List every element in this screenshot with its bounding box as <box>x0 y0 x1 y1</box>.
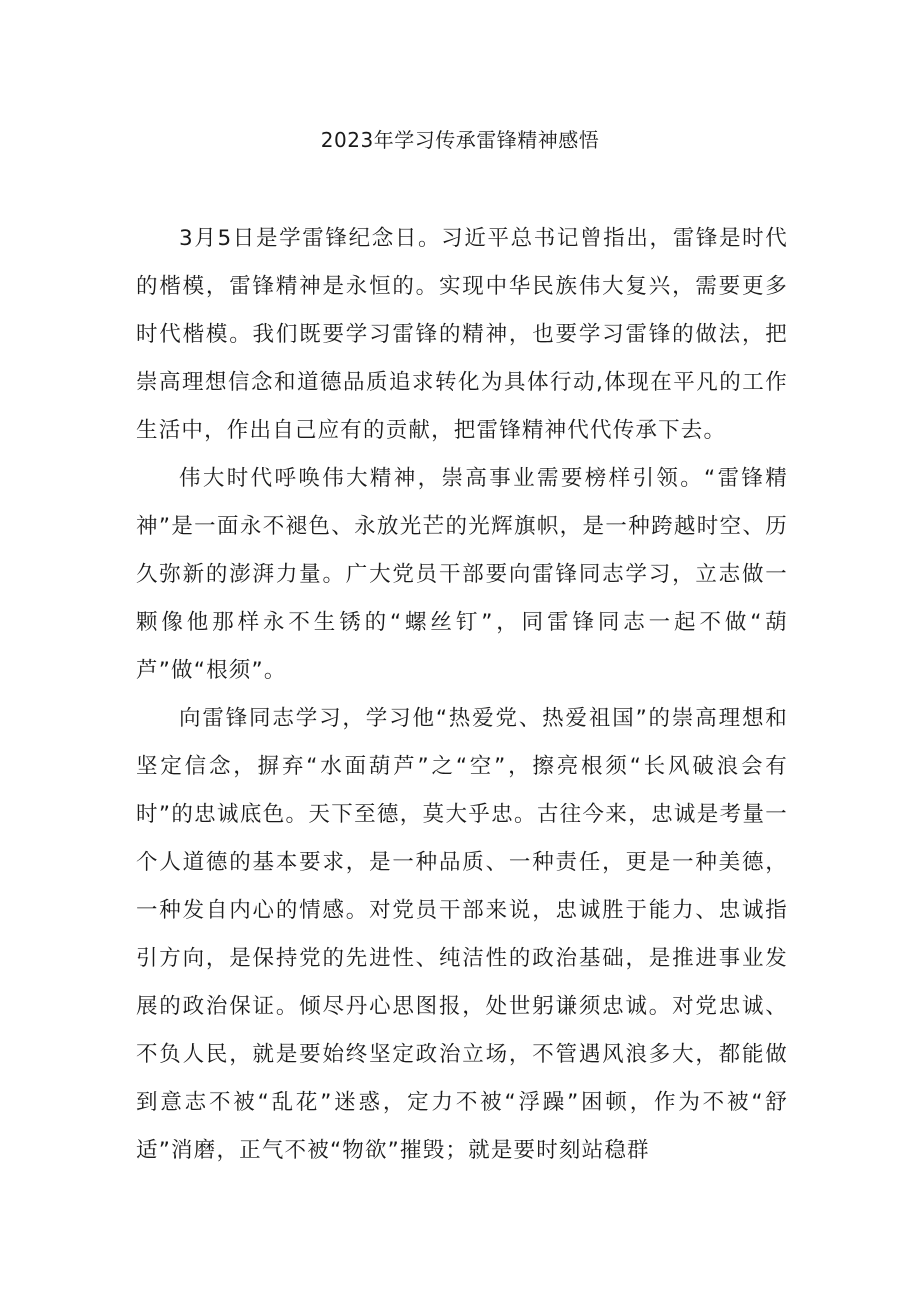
paragraph-3: 向雷锋同志学习，学习他“热爱党、热爱祖国”的崇高理想和坚定信念，摒弃“水面葫芦”之“空”，擦亮根须“长风破浪会有时”的忠诚底色。天下至德，莫大乎忠。古往今来，忠诚是考量一个人道德的基本要求，是一种品质、一种责任，更是一种美德，一种发自内心的情感。对党员干部来说，忠诚胜于能力、忠诚指引方向，是保持党的先进性、纯洁性的政治基础，是推进事业发展的政治保证。倾尽丹心思图报，处世躬谦须忠诚。对党忠诚、不负人民，就是要始终坚定政治立场，不管遇风浪多大，都能做到意志不被“乱花”迷惑，定力不被“浮躁”困顿，作为不被“舒适”消磨，正气不被“物欲”摧毁；就是要时刻站稳群 <box>136 706 788 1163</box>
document-title: 2023年学习传承雷锋精神感悟 <box>320 128 600 152</box>
document-body <box>136 215 788 1175</box>
paragraph-2: 伟大时代呼唤伟大精神，崇高事业需要榜样引领。“雷锋精神”是一面永不褪色、永放光芒的光辉旗帜，是一种跨越时空、历久弥新的澎湃力量。广大党员干部要向雷锋同志学习，立志做一颗像他那样永不生锈的“螺丝钉”，同雷锋同志一起不做“葫芦”做“根须”。 <box>136 466 788 683</box>
paragraph-1: 3月5日是学雷锋纪念日。习近平总书记曾指出，雷锋是时代的楷模，雷锋精神是永恒的。实现中华民族伟大复兴，需要更多时代楷模。我们既要学习雷锋的精神，也要学习雷锋的做法，把崇高理想信念和道德品质追求转化为具体行动,体现在平凡的工作生活中，作出自己应有的贡献，把雷锋精神代代传承下去。 <box>136 226 788 443</box>
